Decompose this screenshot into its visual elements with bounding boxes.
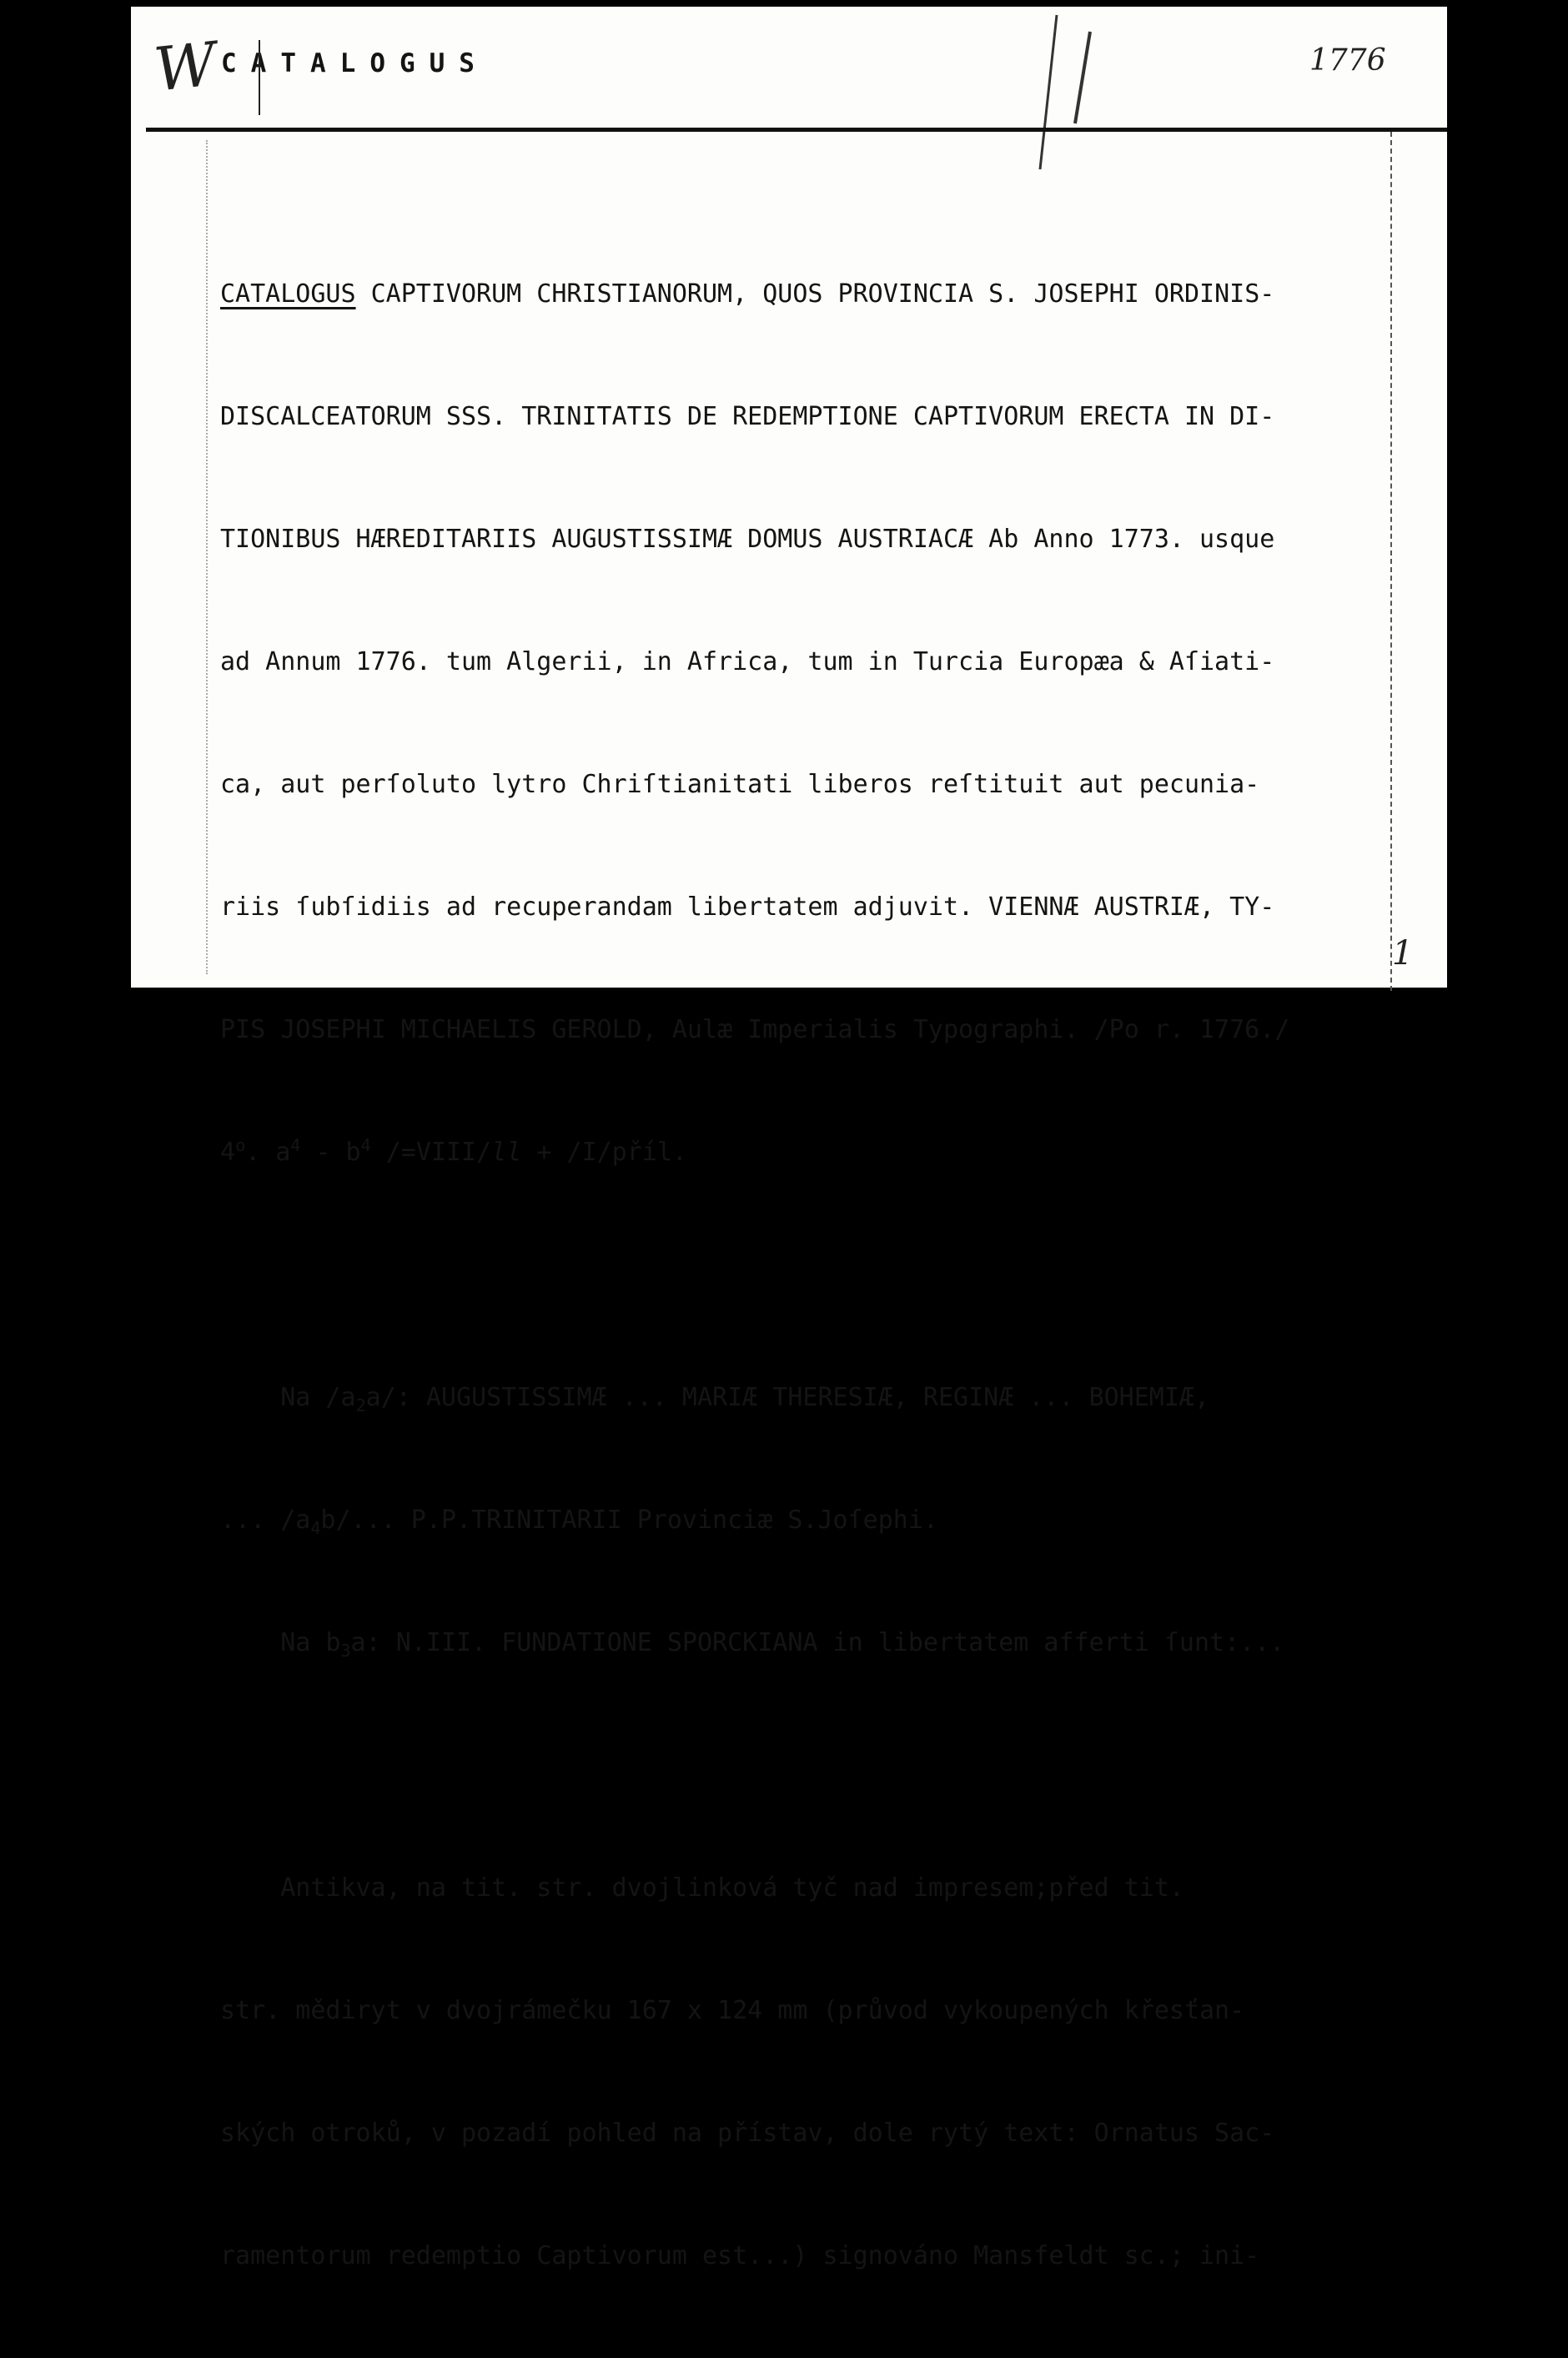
- entry-line: TIONIBUS HÆREDITARIIS AUGUSTISSIMÆ DOMUS AUSTRIACÆ Ab Anno 1773. usque: [220, 525, 1275, 554]
- pen-stroke-mark: [998, 15, 1132, 182]
- left-margin-dots: [206, 140, 208, 974]
- header-rule: [146, 128, 1447, 132]
- header-tick-mark: [256, 40, 264, 115]
- catalog-card: [131, 7, 1447, 2270]
- handwritten-year: 1776: [1309, 43, 1386, 78]
- entry-line: DISCALCEATORUM SSS. TRINITATIS DE REDEMPTIONE CAPTIVORUM ERECTA IN DI-: [220, 402, 1275, 431]
- note-line: Na $/a_2a/$: AUGUSTISSIMÆ ... MARIÆ THERESIÆ, REGINÆ ... BOHEMIÆ,: [220, 1383, 1210, 1415]
- entry-text: [220, 192, 1396, 2358]
- entry-line: CATALOGUS CAPTIVORUM CHRISTIANORUM, QUOS PROVINCIA S. JOSEPHI ORDINIS-: [220, 279, 1275, 309]
- handwritten-ll: ll: [491, 1138, 522, 1167]
- description-line: Antikva, na tit. str. dvojlinková tyč nad impresem;před tit.: [220, 1873, 1184, 1903]
- note-line: Na $b_3a$: N.III. FUNDATIONE SPORCKIANA in libertatem afferti ſunt:...: [220, 1628, 1285, 1661]
- entry-title-word: CATALOGUS: [220, 279, 356, 309]
- card-heading: CATALOGUS: [221, 48, 489, 78]
- corner-handwritten-mark: 1: [1392, 934, 1414, 973]
- description-line: str. mědiryt v dvojrámečku 167 x 124 mm (průvod vykoupených křesťan-: [220, 1996, 1245, 2025]
- entry-line: PIS JOSEPHI MICHAELIS GEROLD, Aulæ Imperialis Typographi. /Po r. 1776./: [220, 1015, 1290, 1044]
- entry-line: riis ſubſidiis ad recuperandam libertatem adjuvit. VIENNÆ AUSTRIÆ, TY-: [220, 892, 1275, 922]
- handwritten-initial: W: [150, 28, 220, 105]
- description-line: ramentorum redemptio Captivorum est...) signováno Mansfeldt sc.; ini-: [220, 2241, 1260, 2270]
- entry-line: ad Annum 1776. tum Algerii, in Africa, tum in Turcia Europæa & Aſiati-: [220, 647, 1275, 676]
- entry-line: ca, aut perſoluto lytro Chriſtianitati liberos reſtituit aut pecunia-: [220, 770, 1260, 799]
- note-line: ... $/a_4b/$... P.P.TRINITARII Provinciæ S.Joſephi.: [220, 1506, 938, 1538]
- collation-line: 4$^o$. $a^4 - b^4$ /=VIII/ll + /I/příl.: [220, 1135, 687, 1167]
- description-line: ských otroků, v pozadí pohled na přístav, dole rytý text: Ornatus Sac-: [220, 2119, 1275, 2148]
